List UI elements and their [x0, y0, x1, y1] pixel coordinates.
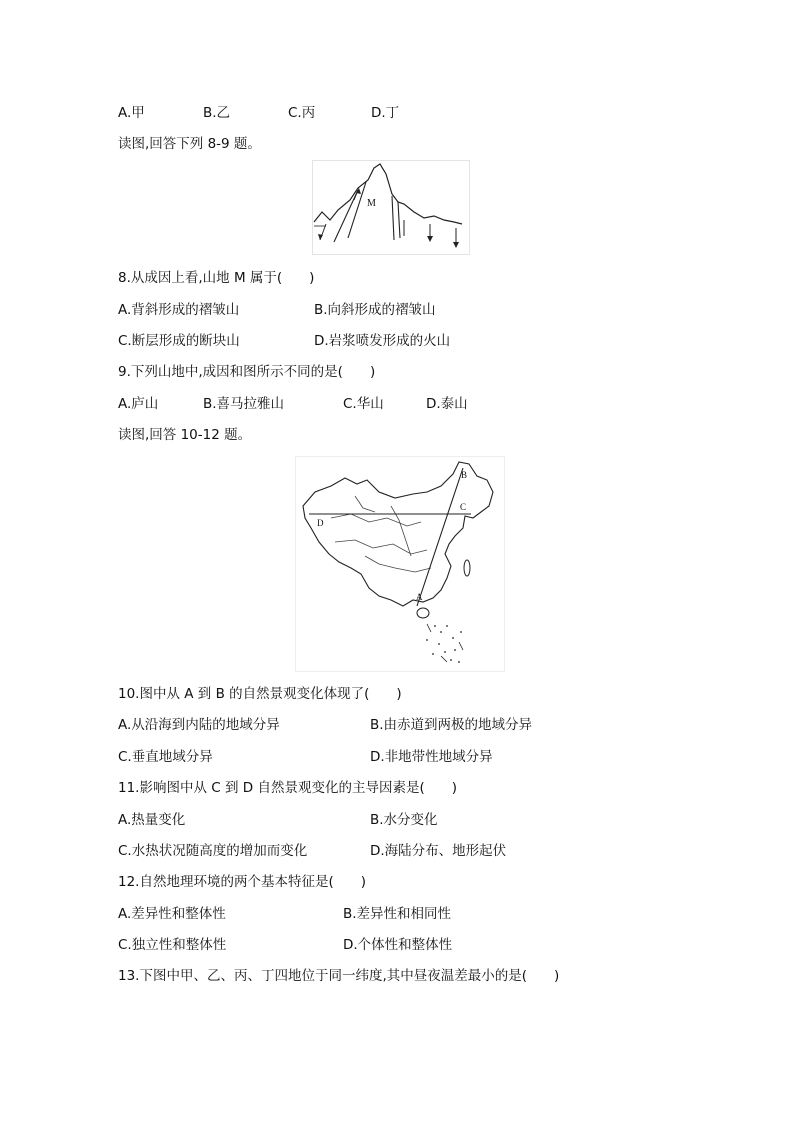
q11-option-d: D.海陆分布、地形起伏	[370, 843, 507, 859]
q9-option-a: A.庐山	[118, 396, 159, 412]
q11-option-a: A.热量变化	[118, 812, 186, 828]
q10-stem: 10.图中从 A 到 B 的自然景观变化体现了( )	[118, 686, 402, 702]
q10-option-c: C.垂直地域分异	[118, 749, 213, 765]
q12-stem: 12.自然地理环境的两个基本特征是( )	[118, 874, 367, 890]
china-map-figure	[295, 456, 505, 672]
q8-option-d: D.岩浆喷发形成的火山	[314, 333, 451, 349]
q12-option-b: B.差异性和相同性	[343, 906, 452, 922]
label-b: B	[461, 470, 468, 480]
q9-option-c: C.华山	[343, 396, 384, 412]
q9-option-d: D.泰山	[426, 396, 468, 412]
intro-10-12: 读图,回答 10-12 题。	[118, 427, 252, 443]
q7-option-b: B.乙	[203, 105, 231, 121]
q7-option-d: D.丁	[371, 105, 400, 121]
q11-option-c: C.水热状况随高度的增加而变化	[118, 843, 308, 859]
fault-mountain-figure	[312, 160, 470, 255]
q12-option-a: A.差异性和整体性	[118, 906, 226, 922]
q9-stem: 9.下列山地中,成因和图所示不同的是( )	[118, 364, 376, 380]
label-c: C	[460, 502, 467, 512]
q11-option-b: B.水分变化	[370, 812, 438, 828]
intro-8-9: 读图,回答下列 8-9 题。	[118, 136, 261, 152]
q8-option-b: B.向斜形成的褶皱山	[314, 302, 436, 318]
q8-option-c: C.断层形成的断块山	[118, 333, 240, 349]
q7-option-a: A.甲	[118, 105, 145, 121]
q12-option-d: D.个体性和整体性	[343, 937, 453, 953]
q10-option-d: D.非地带性地域分异	[370, 749, 493, 765]
q10-option-a: A.从沿海到内陆的地域分异	[118, 717, 280, 733]
q9-option-b: B.喜马拉雅山	[203, 396, 285, 412]
q8-stem: 8.从成因上看,山地 M 属于( )	[118, 270, 315, 286]
q10-option-b: B.由赤道到两极的地域分异	[370, 717, 533, 733]
q13-stem: 13.下图中甲、乙、丙、丁四地位于同一纬度,其中昼夜温差最小的是( )	[118, 968, 560, 984]
label-d: D	[317, 518, 324, 528]
q12-option-c: C.独立性和整体性	[118, 937, 227, 953]
q7-option-c: C.丙	[288, 105, 316, 121]
label-m: M	[367, 198, 376, 209]
q11-stem: 11.影响图中从 C 到 D 自然景观变化的主导因素是( )	[118, 780, 457, 796]
q8-option-a: A.背斜形成的褶皱山	[118, 302, 240, 318]
label-a: A	[416, 592, 423, 602]
